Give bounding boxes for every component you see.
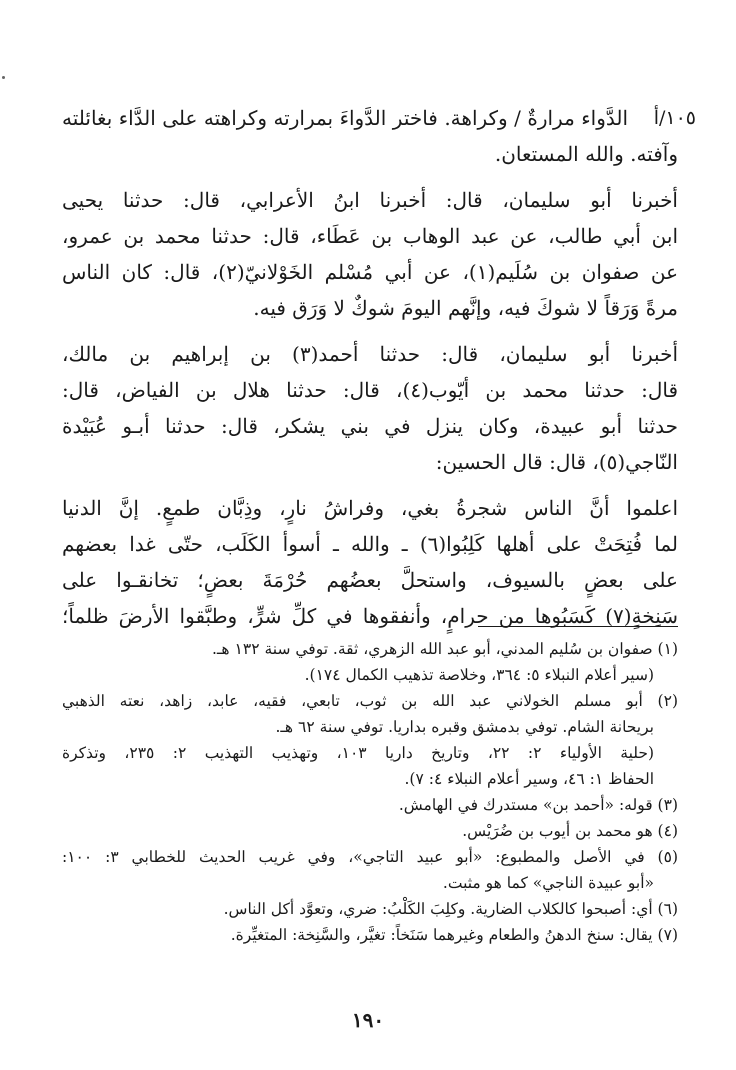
footnote-6	[62, 896, 678, 922]
footnote-line: الحفاظ ١: ٤٦، وسير أعلام النبلاء ٤: ٧).	[404, 770, 654, 788]
paragraph-3	[62, 336, 678, 480]
text-line: مرةً وَرَقاً لا شوكَ فيه، وإنَّهم اليومَ شوكٌ لا وَرَق فيه.	[253, 296, 678, 320]
footnote-line: (حلية الأولياء ٢: ٢٢، وتاريخ داريا ١٠٣، وتهذيب التهذيب ٢: ٢٣٥، وتذكرة	[62, 744, 655, 762]
text-line: اعلموا أنَّ الناس شجرةُ بغي، وفراشُ نارٍ، وذِبَّان طمعٍ. إنَّ الدنيا	[62, 496, 678, 520]
footnote-line: (٤) هو محمد بن أيوب بن ضُرَيْس.	[462, 822, 678, 840]
page-number: ١٩٠	[351, 1008, 385, 1032]
footnote-7	[62, 922, 678, 948]
text-line: لما فُتِحَتْ على أهلها كَلِبُوا(٦) ـ والله ـ أسوأ الكَلَب، حتّى غدا بعضهم	[62, 532, 678, 556]
text-line: على بعضٍ بالسيوف، واستحلَّ بعضُهم حُرْمَةَ بعضٍ؛ تخانقـوا على	[62, 568, 678, 592]
paragraph-2	[62, 182, 678, 326]
footnote-2	[62, 688, 678, 792]
scan-edge-mark	[2, 76, 5, 79]
footnote-line: (٧) يقال: سنخ الدهنُ والطعام وغيرهما سَنَخاً: تغيَّر، والسَّنِخة: المتغيِّرة.	[230, 926, 678, 944]
text-line: الدَّواء مرارةٌ / وكراهة. فاختر الدَّواءَ بمرارته وكراهته على الدَّاء بغائلته	[62, 106, 628, 130]
footnote-line: (٦) أي: أصبحوا كالكلاب الضارية. وكلِبَ الكَلْبُ: ضري، وتعوَّد أكل الناس.	[223, 900, 678, 918]
footnote-line: (سير أعلام النبلاء ٥: ٣٦٤، وخلاصة تذهيب الكمال ١٧٤).	[304, 666, 654, 684]
footnote-line: بريحانة الشام. توفي بدمشق وقبره بداريا. توفي سنة ٦٢ هـ.	[275, 718, 654, 736]
footnote-3	[62, 792, 678, 818]
footnote-5	[62, 844, 678, 896]
main-text	[62, 100, 678, 644]
footnote-line: «أبو عبيدة الناجي» كما هو مثبت.	[442, 874, 654, 892]
text-line: قال: حدثنا محمد بن أيّوب(٤)، قال: حدثنا هلال بن الفياض، قال:	[62, 378, 678, 402]
manuscript-folio-reference: ١٠٥/أ	[653, 107, 696, 129]
footnote-line: (٥) في الأصل والمطبوع: «أبو عبيد التاجي»، وفي غريب الحديث للخطابي ٣: ١٠٠:	[62, 848, 678, 866]
footnotes	[62, 636, 678, 948]
footnote-line: (٣) قوله: «أحمد بن» مستدرك في الهامش.	[398, 796, 678, 814]
text-line: ابن أبي طالب، عن عبد الوهاب بن عَطَاء، قال: حدثنا محمد بن عمرو،	[62, 224, 678, 248]
text-line: النّاجي(٥)، قال: قال الحسين:	[435, 450, 678, 474]
text-line: سَنِخةٍ(٧) كَسَبُوها من حرامٍ، وأنفقوها في كلِّ شرٍّ، وطبَّقوا الأرضَ ظلماً؛	[62, 604, 678, 628]
text-line: أخبرنا أبو سليمان، قال: حدثنا أحمد(٣) بن إبراهيم بن مالك،	[62, 342, 678, 366]
paragraph-1	[62, 100, 678, 172]
text-line: وآفته. والله المستعان.	[494, 142, 678, 166]
paragraph-4	[62, 490, 678, 634]
text-line: أخبرنا أبو سليمان، قال: أخبرنا ابنُ الأعرابي، قال: حدثنا يحيى	[62, 188, 678, 212]
text-line: عن صفوان بن سُلَيم(١)، عن أبي مُسْلم الخَوْلانيّ(٢)، قال: كان الناس	[62, 260, 678, 284]
footnote-4	[62, 818, 678, 844]
footnote-separator	[478, 626, 678, 627]
text-line: حدثنا أبو عبيدة، وكان ينزل في بني يشكر، قال: حدثنا أبـو عُبَيْدة	[62, 414, 678, 438]
footnote-line: (٢) أبو مسلم الخولاني عبد الله بن ثوب، تابعي، فقيه، عابد، زاهد، نعته الذهبي	[62, 692, 678, 710]
footnote-line: (١) صفوان بن سُليم المدني، أبو عبد الله الزهري، ثقة. توفي سنة ١٣٢ هـ.	[211, 640, 678, 658]
footnote-1	[62, 636, 678, 688]
